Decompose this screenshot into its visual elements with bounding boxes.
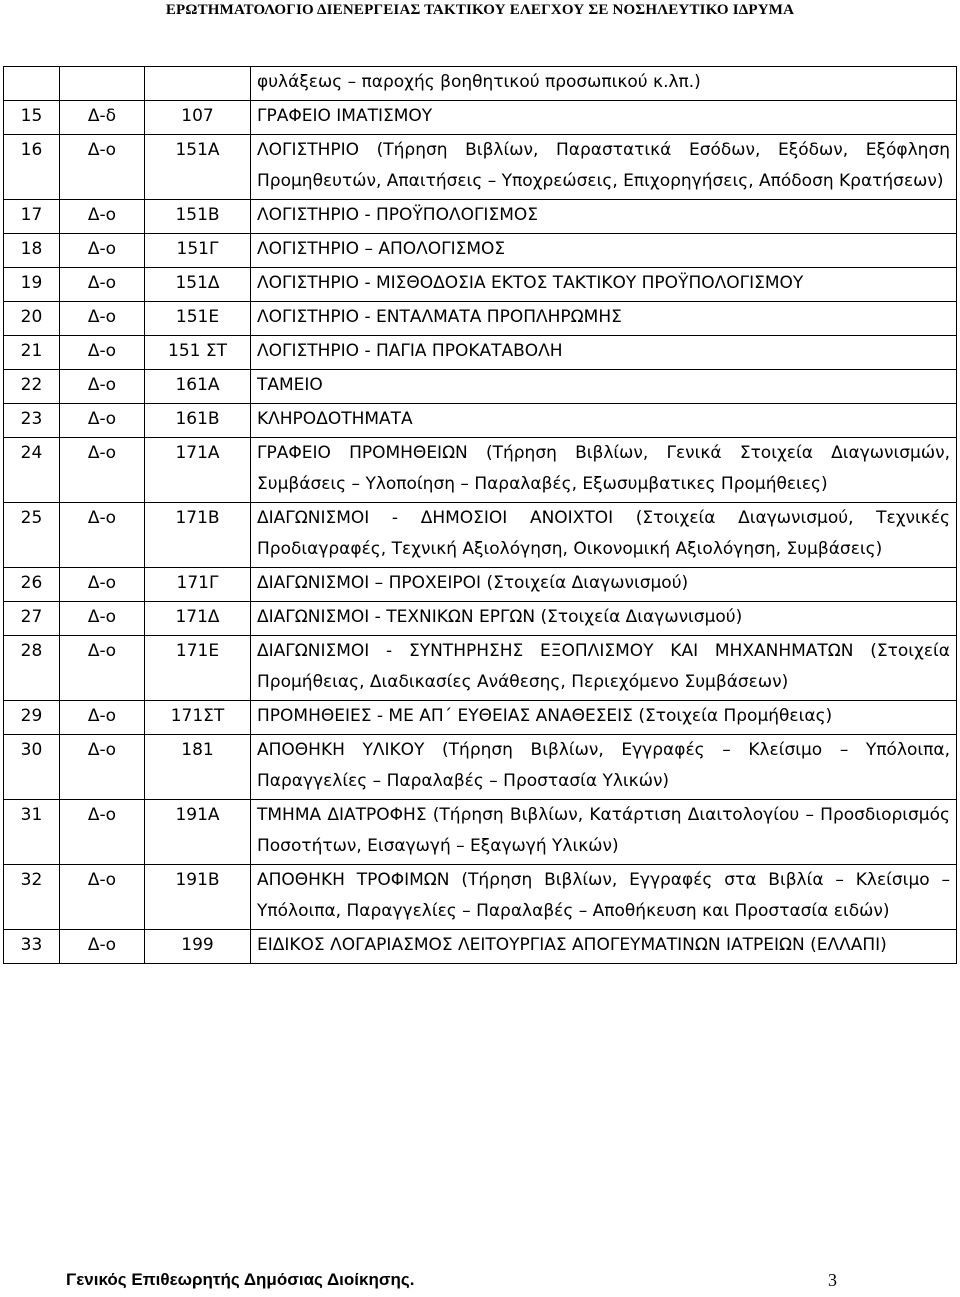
table-row (4, 438, 957, 503)
row-description: ΛΟΓΙΣΤΗΡΙΟ - ΜΙΣΘΟΔΟΣΙΑ ΕΚΤΟΣ ΤΑΚΤΙΚΟΥ ΠΡΟΫΠΟΛΟΓΙΣΜΟΥ (251, 268, 957, 302)
table-row (4, 503, 957, 568)
continuation-row (4, 67, 957, 101)
table-row (4, 701, 957, 735)
row-classification: Δ-ο (60, 602, 145, 636)
row-classification: Δ-ο (60, 200, 145, 234)
row-number: 23 (4, 404, 60, 438)
row-description: ΛΟΓΙΣΤΗΡΙΟ - ΠΑΓΙΑ ΠΡΟΚΑΤΑΒΟΛΗ (251, 336, 957, 370)
row-number: 18 (4, 234, 60, 268)
row-description: ΕΙΔΙΚΟΣ ΛΟΓΑΡΙΑΣΜΟΣ ΛΕΙΤΟΥΡΓΙΑΣ ΑΠΟΓΕΥΜΑΤΙΝΩΝ ΙΑΤΡΕΙΩΝ (ΕΛΛΑΠΙ) (251, 930, 957, 964)
row-code: 199 (145, 930, 251, 964)
table-row (4, 200, 957, 234)
table-row (4, 568, 957, 602)
table-row (4, 404, 957, 438)
register-table (3, 66, 957, 964)
row-classification: Δ-ο (60, 268, 145, 302)
row-code: 171Β (145, 503, 251, 568)
row-description: ΤΑΜΕΙΟ (251, 370, 957, 404)
row-code: 151Δ (145, 268, 251, 302)
row-classification: Δ-ο (60, 302, 145, 336)
continuation-cell-sub (60, 67, 145, 101)
table-row (4, 735, 957, 800)
row-description: ΔΙΑΓΩΝΙΣΜΟΙ - ΤΕΧΝΙΚΩΝ ΕΡΓΩΝ (Στοιχεία Διαγωνισμού) (251, 602, 957, 636)
row-number: 19 (4, 268, 60, 302)
row-classification: Δ-ο (60, 438, 145, 503)
row-number: 31 (4, 800, 60, 865)
row-description: ΓΡΑΦΕΙΟ ΙΜΑΤΙΣΜΟΥ (251, 101, 957, 135)
row-classification: Δ-ο (60, 865, 145, 930)
table-row (4, 370, 957, 404)
row-description: ΤΜΗΜΑ ΔΙΑΤΡΟΦΗΣ (Τήρηση Βιβλίων, Κατάρτιση Διαιτολογίου – Προσδιορισμός Ποσοτήτων, Εισαγωγή – Εξαγωγή Υλικών) (251, 800, 957, 865)
row-description: ΓΡΑΦΕΙΟ ΠΡΟΜΗΘΕΙΩΝ (Τήρηση Βιβλίων, Γενικά Στοιχεία Διαγωνισμών, Συμβάσεις – Υλοποίηση – Παραλαβές, Εξωσυμβατικες Προμήθειες) (251, 438, 957, 503)
row-description: ΑΠΟΘΗΚΗ ΤΡΟΦΙΜΩΝ (Τήρηση Βιβλίων, Εγγραφές στα Βιβλία – Κλείσιμο – Υπόλοιπα, Παραγγελίες – Παραλαβές – Αποθήκευση και Προστασία ειδών) (251, 865, 957, 930)
row-number: 16 (4, 135, 60, 200)
table-row (4, 268, 957, 302)
register-table-wrapper (3, 66, 956, 964)
row-code: 161Β (145, 404, 251, 438)
row-description: ΛΟΓΙΣΤΗΡΙΟ - ΠΡΟΫΠΟΛΟΓΙΣΜΟΣ (251, 200, 957, 234)
row-code: 161Α (145, 370, 251, 404)
row-number: 24 (4, 438, 60, 503)
row-description: ΚΛΗΡΟΔΟΤΗΜΑΤΑ (251, 404, 957, 438)
row-number: 26 (4, 568, 60, 602)
row-classification: Δ-ο (60, 503, 145, 568)
row-number: 21 (4, 336, 60, 370)
row-classification: Δ-ο (60, 336, 145, 370)
row-number: 30 (4, 735, 60, 800)
row-classification: Δ-ο (60, 930, 145, 964)
row-description: ΛΟΓΙΣΤΗΡΙΟ – ΑΠΟΛΟΓΙΣΜΟΣ (251, 234, 957, 268)
row-description: ΑΠΟΘΗΚΗ ΥΛΙΚΟΥ (Τήρηση Βιβλίων, Εγγραφές – Κλείσιμο – Υπόλοιπα, Παραγγελίες – Παραλαβές – Προστασία Υλικών) (251, 735, 957, 800)
register-table-body (4, 67, 957, 964)
row-description: ΔΙΑΓΩΝΙΣΜΟΙ – ΠΡΟΧΕΙΡΟΙ (Στοιχεία Διαγωνισμού) (251, 568, 957, 602)
row-code: 171ΣΤ (145, 701, 251, 735)
row-number: 25 (4, 503, 60, 568)
row-number: 33 (4, 930, 60, 964)
row-description: ΔΙΑΓΩΝΙΣΜΟΙ - ΔΗΜΟΣΙΟΙ ΑΝΟΙΧΤΟΙ (Στοιχεία Διαγωνισμού, Τεχνικές Προδιαγραφές, Τεχνική Αξιολόγηση, Οικονομική Αξιολόγηση, Συμβάσεις) (251, 503, 957, 568)
row-classification: Δ-ο (60, 370, 145, 404)
row-description: ΔΙΑΓΩΝΙΣΜΟΙ - ΣΥΝΤΗΡΗΣΗΣ ΕΞΟΠΛΙΣΜΟΥ ΚΑΙ ΜΗΧΑΝΗΜΑΤΩΝ (Στοιχεία Προμήθειας, Διαδικασίες Ανάθεσης, Περιεχόμενο Συμβάσεων) (251, 636, 957, 701)
continuation-cell-code (145, 67, 251, 101)
table-row (4, 602, 957, 636)
row-code: 181 (145, 735, 251, 800)
footer-authority: Γενικός Επιθεωρητής Δημόσιας Διοίκησης. (66, 1270, 415, 1289)
row-number: 27 (4, 602, 60, 636)
row-number: 22 (4, 370, 60, 404)
row-code: 151 ΣΤ (145, 336, 251, 370)
page-number: 3 (828, 1270, 837, 1290)
row-code: 151Β (145, 200, 251, 234)
table-row (4, 865, 957, 930)
row-classification: Δ-ο (60, 135, 145, 200)
row-description: ΛΟΓΙΣΤΗΡΙΟ - ΕΝΤΑΛΜΑΤΑ ΠΡΟΠΛΗΡΩΜΗΣ (251, 302, 957, 336)
table-row (4, 101, 957, 135)
row-classification: Δ-ο (60, 800, 145, 865)
row-number: 17 (4, 200, 60, 234)
row-number: 15 (4, 101, 60, 135)
row-classification: Δ-ο (60, 735, 145, 800)
row-number: 20 (4, 302, 60, 336)
row-code: 171Α (145, 438, 251, 503)
row-code: 191Β (145, 865, 251, 930)
continuation-text: φυλάξεως – παροχής βοηθητικού προσωπικού κ.λπ.) (251, 67, 957, 101)
continuation-cell-num (4, 67, 60, 101)
row-classification: Δ-ο (60, 636, 145, 701)
table-row (4, 135, 957, 200)
row-classification: Δ-δ (60, 101, 145, 135)
table-row (4, 636, 957, 701)
row-classification: Δ-ο (60, 568, 145, 602)
row-classification: Δ-ο (60, 404, 145, 438)
row-code: 171Δ (145, 602, 251, 636)
table-row (4, 302, 957, 336)
row-description: ΠΡΟΜΗΘΕΙΕΣ - ΜΕ ΑΠ΄ ΕΥΘΕΙΑΣ ΑΝΑΘΕΣΕΙΣ (Στοιχεία Προμήθειας) (251, 701, 957, 735)
row-code: 151Α (145, 135, 251, 200)
row-code: 107 (145, 101, 251, 135)
table-row (4, 234, 957, 268)
row-code: 171Γ (145, 568, 251, 602)
row-code: 191Α (145, 800, 251, 865)
row-number: 28 (4, 636, 60, 701)
table-row (4, 336, 957, 370)
table-row (4, 930, 957, 964)
table-row (4, 800, 957, 865)
row-number: 29 (4, 701, 60, 735)
row-classification: Δ-ο (60, 234, 145, 268)
row-code: 171Ε (145, 636, 251, 701)
row-code: 151Ε (145, 302, 251, 336)
row-code: 151Γ (145, 234, 251, 268)
row-description: ΛΟΓΙΣΤΗΡΙΟ (Τήρηση Βιβλίων, Παραστατικά Εσόδων, Εξόδων, Εξόφληση Προμηθευτών, Απαιτήσεις – Υποχρεώσεις, Επιχορηγήσεις, Απόδοση Κρατήσεων) (251, 135, 957, 200)
page-header: ΕΡΩΤΗΜΑΤΟΛΟΓΙΟ ΔΙΕΝΕΡΓΕΙΑΣ ΤΑΚΤΙΚΟΥ ΕΛΕΓΧΟΥ ΣΕ ΝΟΣΗΛΕΥΤΙΚΟ ΙΔΡΥΜΑ (165, 2, 795, 18)
row-classification: Δ-ο (60, 701, 145, 735)
row-number: 32 (4, 865, 60, 930)
